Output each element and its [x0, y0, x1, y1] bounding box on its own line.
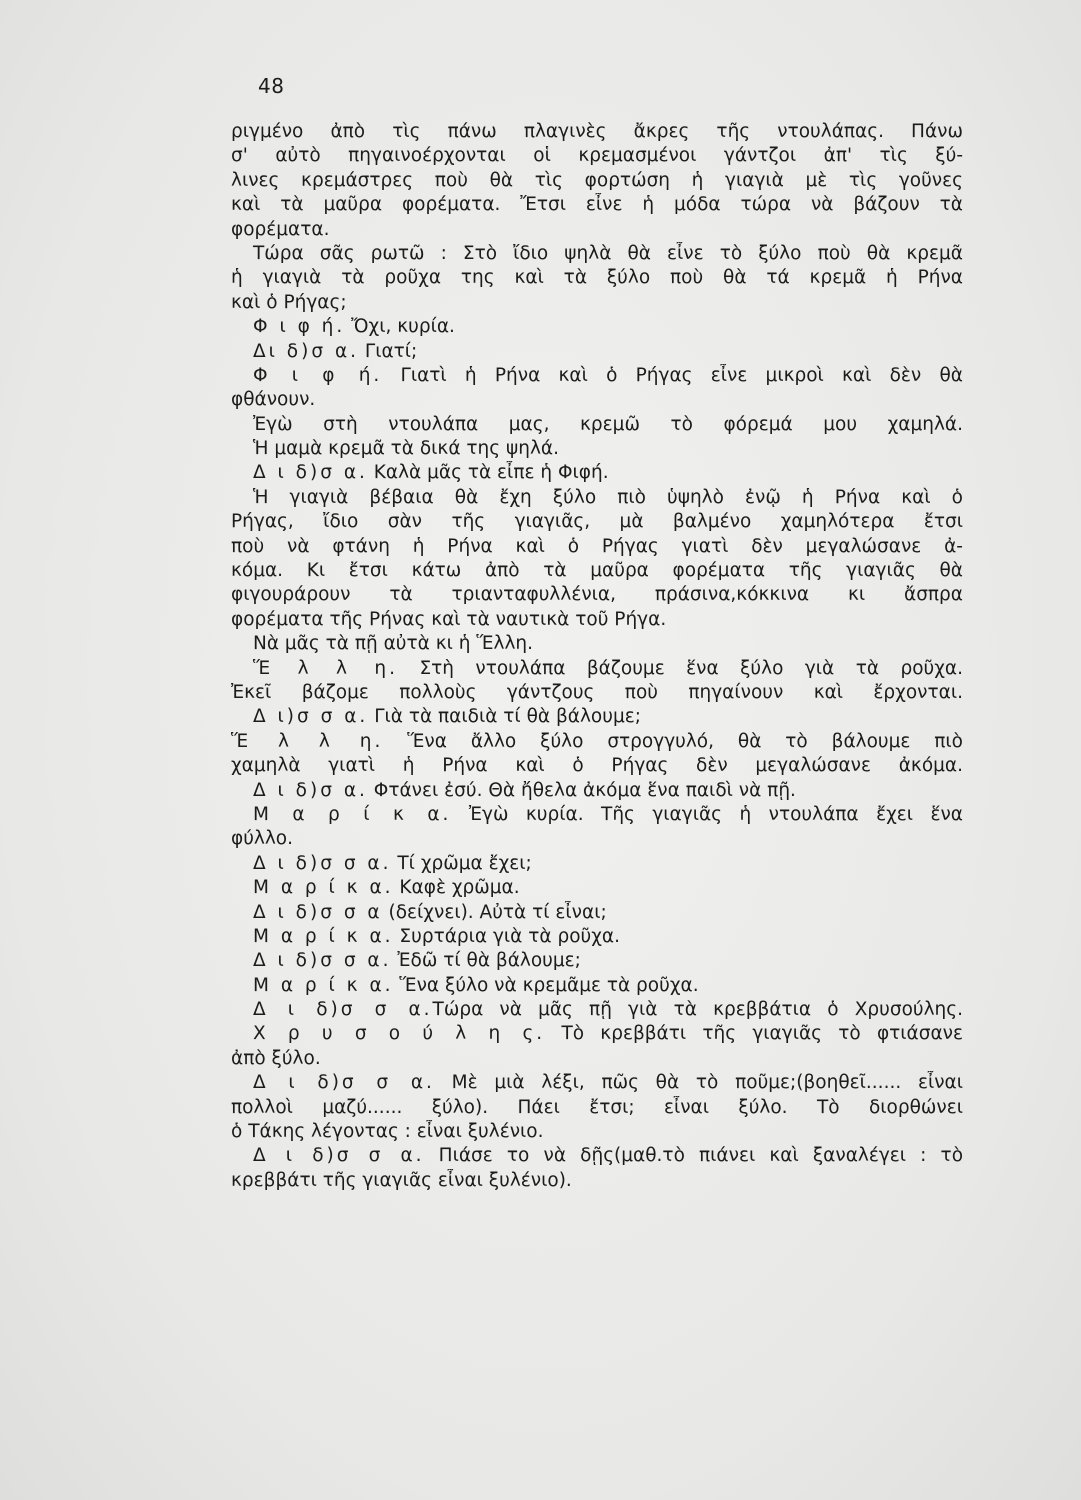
line-text: Ἡ μαμὰ κρεμᾶ τὰ δικά της ψηλά.: [253, 438, 559, 460]
line-text: λινες κρεμάστρες ποὺ θὰ τὶς φορτώση ἡ γιαγιὰ μὲ τὶς γοῦνες: [231, 169, 963, 191]
text-line: [231, 1022, 963, 1046]
speaker-name: Ἕ λ λ η.: [253, 657, 398, 679]
text-line: [231, 1047, 963, 1071]
text-line: [231, 486, 963, 510]
line-text: Τί χρῶμα ἔχει;: [391, 852, 532, 874]
line-text: Ἕνα ξύλο νὰ κρεμᾶμε τὰ ροῦχα.: [393, 974, 699, 996]
line-text: Τώρα σᾶς ρωτῶ : Στὸ ἴδιο ψηλὰ θὰ εἶνε τὸ ξύλο ποὺ θὰ κρεμᾶ: [253, 242, 963, 264]
line-text: καὶ ὁ Ρήγας;: [231, 291, 347, 313]
text-line: [231, 1120, 963, 1144]
text-line: [231, 364, 963, 388]
line-text: (δείχνει). Αὐτὰ τί εἶναι;: [382, 901, 607, 923]
line-text: Γιατί;: [359, 340, 418, 362]
speaker-name: Μ α ρ ί κ α.: [253, 803, 452, 825]
speaker-name: Δ ι δ)σ σ α.: [253, 852, 392, 874]
text-line: [231, 169, 963, 193]
text-line: [231, 1144, 963, 1168]
text-line: [231, 510, 963, 534]
text-line: [231, 315, 963, 339]
speaker-name: Φ ι φ ή.: [253, 364, 383, 386]
text-line: [231, 876, 963, 900]
line-text: κρεββάτι τῆς γιαγιᾶς εἶναι ξυλένιο).: [231, 1169, 572, 1191]
speaker-name: Φ ι φ ή.: [253, 316, 346, 338]
text-line: [231, 949, 963, 973]
line-text: κόμα. Κι ἔτσι κάτω ἀπὸ τὰ μαῦρα φορέματα τῆς γιαγιᾶς θὰ: [231, 560, 963, 582]
line-text: φιγουράρουν τὰ τριανταφυλλένια, πράσινα,κόκκινα κι ἄσπρα: [231, 584, 963, 606]
text-line: [231, 1169, 963, 1193]
text-line: [231, 998, 963, 1022]
speaker-name: Δ ι δ)σ σ α: [253, 901, 383, 923]
text-line: [231, 242, 963, 266]
text-line: [231, 730, 963, 754]
speaker-name: Χ ρ υ σ ο ύ λ η ς.: [253, 1023, 546, 1045]
text-line: [231, 583, 963, 607]
line-text: φορέματα.: [231, 218, 330, 240]
line-text: Τώρα νὰ μᾶς πῇ γιὰ τὰ κρεββάτια ὁ Χρυσούλης.: [432, 999, 963, 1021]
text-line: [231, 1071, 963, 1095]
body-text: [231, 120, 963, 1193]
text-line: [231, 388, 963, 412]
text-line: [231, 901, 963, 925]
line-text: Πιάσε το νὰ δῇς(μαθ.τὸ πιάνει καὶ ξαναλέγει : τὸ: [424, 1145, 963, 1167]
text-line: [231, 925, 963, 949]
text-line: [231, 437, 963, 461]
text-line: [231, 1096, 963, 1120]
speaker-name: Δ ι)σ σ α.: [253, 706, 369, 728]
line-text: Καφὲ χρῶμα.: [393, 877, 520, 899]
text-line: [231, 803, 963, 827]
line-text: Φτάνει ἐσύ. Θὰ ἤθελα ἀκόμα ἕνα παιδὶ νὰ πῇ.: [367, 779, 796, 801]
line-text: φύλλο.: [231, 828, 294, 850]
speaker-name: Δ ι δ)σ α.: [253, 462, 368, 484]
text-line: [231, 974, 963, 998]
line-text: Τὸ κρεββάτι τῆς γιαγιᾶς τὸ φτιάσανε: [545, 1023, 963, 1045]
line-text: Γιὰ τὰ παιδιὰ τί θὰ βάλουμε;: [368, 706, 641, 728]
line-text: χαμηλὰ γιατὶ ἡ Ρήνα καὶ ὁ Ρήγας δὲν μεγαλώσανε ἀκόμα.: [231, 755, 963, 777]
line-text: φθάνουν.: [231, 389, 316, 411]
line-text: Συρτάρια γιὰ τὰ ροῦχα.: [393, 925, 621, 947]
speaker-name: Δ ι δ)σ σ α.: [253, 1072, 435, 1094]
speaker-name: Δ ι δ)σ σ α.: [253, 950, 392, 972]
text-line: [231, 193, 963, 217]
line-text: Καλὰ μᾶς τὰ εἶπε ἡ Φιφή.: [367, 462, 609, 484]
line-text: Ἐγὼ στὴ ντουλάπα μας, κρεμῶ τὸ φόρεμά μου χαμηλά.: [253, 413, 963, 435]
text-line: [231, 705, 963, 729]
line-text: Στὴ ντουλάπα βάζουμε ἕνα ξύλο γιὰ τὰ ροῦχα.: [398, 657, 963, 679]
text-line: [231, 779, 963, 803]
line-text: ριγμένο ἀπὸ τὶς πάνω πλαγινὲς ἄκρες τῆς ντουλάπας. Πάνω: [231, 121, 963, 142]
speaker-name: Δ ι δ)σ σ α.: [253, 1145, 425, 1167]
speaker-name: Μ α ρ ί κ α.: [253, 974, 394, 996]
text-line: [231, 754, 963, 778]
text-line: [231, 120, 963, 144]
text-line: [231, 461, 963, 485]
line-text: ἀπὸ ξύλο.: [231, 1047, 321, 1069]
line-text: σ' αὐτὸ πηγαινοέρχονται οἱ κρεμασμένοι γάντζοι ἀπ' τὶς ξύ-: [231, 145, 963, 167]
line-text: ποὺ νὰ φτάνη ἡ Ρήνα καὶ ὁ Ρήγας γιατὶ δὲν μεγαλώσανε ἀ-: [231, 535, 963, 557]
text-line: [231, 340, 963, 364]
line-text: καὶ τὰ μαῦρα φορέματα. Ἔτσι εἶνε ἡ μόδα τώρα νὰ βάζουν τὰ: [231, 194, 963, 216]
page-number: 48: [258, 74, 285, 98]
line-text: Ἕνα ἄλλο ξύλο στρογγυλό, θὰ τὸ βάλουμε πιὸ: [383, 730, 963, 752]
text-line: [231, 827, 963, 851]
text-line: [231, 608, 963, 632]
line-text: Ἐγὼ κυρία. Τῆς γιαγιᾶς ἡ ντουλάπα ἔχει ἕνα: [451, 803, 963, 825]
speaker-name: Δ ι δ)σ α.: [253, 779, 368, 801]
line-text: Νὰ μᾶς τὰ πῇ αὐτὰ κι ἡ Ἕλλη.: [253, 633, 534, 655]
text-line: [231, 266, 963, 290]
line-text: Ἐκεῖ βάζομε πολλοὺς γάντζους ποὺ πηγαίνουν καὶ ἔρχονται.: [231, 681, 963, 703]
line-text: ἡ γιαγιὰ τὰ ροῦχα της καὶ τὰ ξύλο ποὺ θὰ τά κρεμᾶ ἡ Ρήνα: [231, 267, 963, 289]
text-line: [231, 852, 963, 876]
text-line: [231, 291, 963, 315]
text-line: [231, 559, 963, 583]
line-text: ὁ Τάκης λέγοντας : εἶναι ξυλένιο.: [231, 1121, 544, 1143]
text-line: [231, 144, 963, 168]
line-text: Ρήγας, ἴδιο σὰν τῆς γιαγιᾶς, μὰ βαλμένο χαμηλότερα ἔτσι: [231, 511, 963, 533]
line-text: Ὄχι, κυρία.: [345, 316, 455, 338]
text-line: [231, 218, 963, 242]
line-text: πολλοὶ μαζύ...... ξύλο). Πάει ἔτσι; εἶναι ξύλο. Τὸ διορθώνει: [231, 1096, 963, 1118]
speaker-name: Δι δ)σ α.: [253, 340, 360, 362]
text-line: [231, 632, 963, 656]
text-line: [231, 681, 963, 705]
line-text: Μὲ μιὰ λέξι, πῶς θὰ τὸ ποῦμε;(βοηθεῖ...... εἶναι: [434, 1072, 963, 1094]
text-line: [231, 535, 963, 559]
speaker-name: Μ α ρ ί κ α.: [253, 877, 394, 899]
speaker-name: Μ α ρ ί κ α.: [253, 925, 394, 947]
speaker-name: Δ ι δ)σ σ α.: [253, 999, 433, 1021]
line-text: Ἡ γιαγιὰ βέβαια θὰ ἔχη ξύλο πιὸ ὑψηλὸ ἐνῷ ἡ Ρήνα καὶ ὁ: [253, 486, 963, 508]
line-text: φορέματα τῆς Ρήνας καὶ τὰ ναυτικὰ τοῦ Ρήγα.: [231, 608, 667, 630]
line-text: Γιατὶ ἡ Ρήνα καὶ ὁ Ρήγας εἶνε μικροὶ καὶ δὲν θὰ: [382, 364, 963, 386]
speaker-name: Ἕ λ λ η.: [231, 730, 384, 752]
text-line: [231, 657, 963, 681]
line-text: Ἐδῶ τί θὰ βάλουμε;: [391, 950, 581, 972]
text-line: [231, 413, 963, 437]
